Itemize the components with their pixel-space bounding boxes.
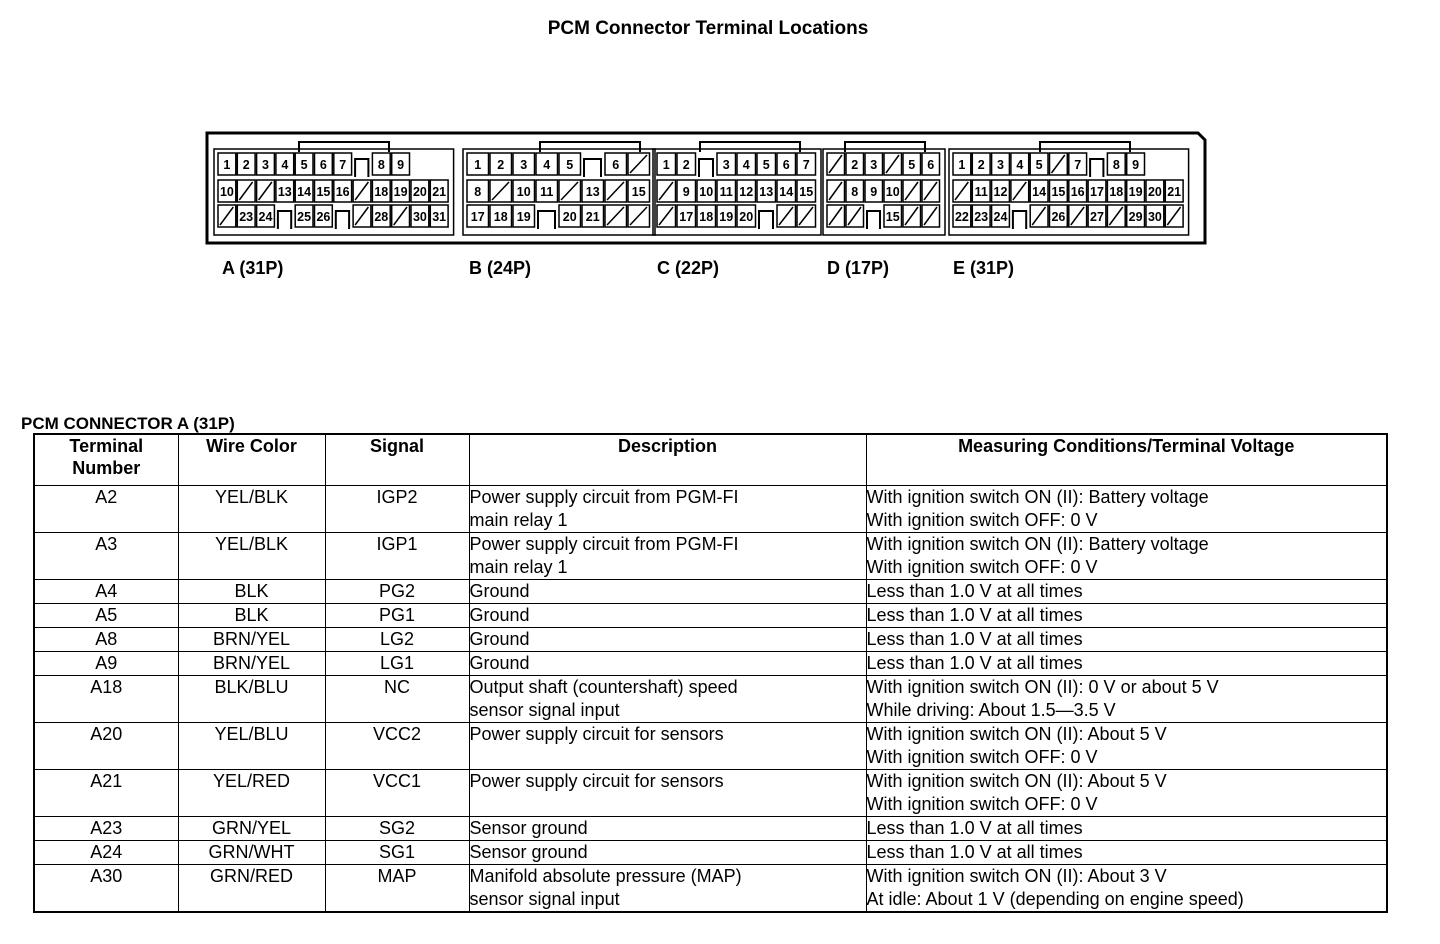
wire-color-cell — [178, 676, 325, 723]
description-cell — [469, 652, 866, 676]
table-row — [34, 628, 1387, 652]
connector-diagram — [0, 0, 1440, 300]
conditions-cell — [866, 628, 1387, 652]
conditions-cell — [866, 770, 1387, 817]
description-cell-text: Ground — [469, 629, 530, 649]
signal-cell — [325, 841, 469, 865]
description-cell — [469, 580, 866, 604]
wire-color-cell — [178, 723, 325, 770]
wire-color-cell-text: YEL/BLK — [214, 534, 289, 554]
conditions-cell — [866, 604, 1387, 628]
signal-cell-text: NC — [384, 677, 410, 697]
terminal-cell-text: A4 — [95, 581, 118, 601]
terminal-number-label: 31 — [432, 210, 447, 224]
description-cell — [469, 533, 866, 580]
connector-key-notch — [699, 159, 713, 177]
conditions-cell-text: Less than 1.0 V at all times — [866, 842, 1083, 862]
terminal-number-label: 6 — [319, 158, 327, 172]
wire-color-cell — [178, 841, 325, 865]
terminal-number-label: 18 — [493, 210, 508, 224]
wire-color-cell — [178, 628, 325, 652]
header-terminal-number — [34, 434, 178, 486]
terminal-number-label: 14 — [779, 185, 794, 199]
conditions-cell-text: With ignition switch OFF: 0 V — [866, 557, 1098, 577]
terminal-number-label: 24 — [258, 210, 273, 224]
header-conditions: Measuring Conditions/Terminal Voltage — [866, 434, 1387, 486]
terminal-number-label: 5 — [566, 158, 574, 172]
terminal-number-label: 15 — [316, 185, 331, 199]
terminal-number-label: 10 — [516, 185, 531, 199]
terminal-cell — [34, 817, 178, 841]
signal-cell — [325, 533, 469, 580]
wire-color-cell — [178, 580, 325, 604]
description-cell-text: Power supply circuit from PGM-FI — [469, 534, 739, 554]
description-cell — [469, 628, 866, 652]
terminal-number-label: 4 — [543, 158, 551, 172]
signal-cell-text: MAP — [377, 866, 417, 886]
conditions-cell-text: Less than 1.0 V at all times — [866, 818, 1083, 838]
wire-color-cell-text: BLK/BLU — [214, 677, 289, 697]
terminal-cell-text: A30 — [90, 866, 123, 886]
terminal-number-label: 12 — [739, 185, 754, 199]
terminal-number-label: 5 — [1035, 158, 1043, 172]
terminal-number-label: 20 — [739, 210, 754, 224]
wire-color-cell — [178, 865, 325, 913]
signal-cell-text: SG2 — [378, 818, 416, 838]
connector-latch-ridge — [1040, 142, 1130, 152]
signal-cell-text: LG1 — [379, 653, 415, 673]
terminal-number-label: 27 — [1090, 210, 1104, 224]
terminal-number-label: 15 — [799, 185, 814, 199]
conditions-cell-text: With ignition switch ON (II): About 5 V — [866, 771, 1167, 791]
signal-cell-text: IGP2 — [376, 487, 418, 507]
connector-label-a: A (31P) — [222, 258, 284, 278]
connector-key-notch — [1013, 211, 1026, 229]
signal-cell — [325, 817, 469, 841]
table-row — [34, 580, 1387, 604]
signal-cell — [325, 770, 469, 817]
terminal-number-label: 19 — [1128, 185, 1143, 199]
terminal-number-label: 10 — [885, 185, 900, 199]
terminal-number-label: 4 — [742, 158, 750, 172]
description-cell-text: main relay 1 — [469, 510, 568, 530]
description-cell-text: Power supply circuit for sensors — [469, 771, 724, 791]
table-row — [34, 676, 1387, 723]
signal-cell-text: IGP1 — [376, 534, 418, 554]
description-cell — [469, 723, 866, 770]
terminal-number-label: 8 — [474, 185, 482, 199]
terminal-cell — [34, 486, 178, 533]
header-description: Description — [469, 434, 866, 486]
terminal-number-label: 14 — [297, 185, 312, 199]
terminal-number-label: 10 — [219, 185, 234, 199]
connector-latch-ridge — [845, 142, 925, 152]
connector-latch-ridge — [540, 142, 640, 152]
signal-cell — [325, 604, 469, 628]
table-row — [34, 604, 1387, 628]
terminal-number-label: 20 — [562, 210, 577, 224]
terminal-number-label: 3 — [870, 158, 878, 172]
conditions-cell — [866, 865, 1387, 913]
header-wire-color: Wire Color — [178, 434, 325, 486]
table-row — [34, 533, 1387, 580]
terminal-number-label: 9 — [397, 158, 405, 172]
terminal-number-label: 30 — [1147, 210, 1162, 224]
wire-color-cell-text: YEL/BLU — [214, 724, 289, 744]
terminal-number-label: 1 — [958, 158, 966, 172]
terminal-cell-text: A24 — [90, 842, 123, 862]
description-cell — [469, 770, 866, 817]
terminal-number-label: 11 — [719, 185, 733, 199]
terminal-cell — [34, 580, 178, 604]
connector-key-notch — [355, 159, 368, 177]
terminal-cell — [34, 533, 178, 580]
terminal-number-label: 5 — [762, 158, 770, 172]
wire-color-cell — [178, 817, 325, 841]
connector-key-notch — [1090, 159, 1103, 177]
terminal-number-label: 13 — [277, 185, 292, 199]
table-row — [34, 817, 1387, 841]
terminal-cell — [34, 652, 178, 676]
signal-cell-text: PG1 — [378, 605, 416, 625]
conditions-cell-text: With ignition switch ON (II): 0 V or about 5 V — [866, 677, 1219, 697]
signal-cell — [325, 865, 469, 913]
terminal-cell-text: A5 — [95, 605, 118, 625]
terminal-number-label: 2 — [497, 158, 505, 172]
terminal-cell — [34, 841, 178, 865]
terminal-cell-text: A18 — [90, 677, 123, 697]
terminal-number-label: 30 — [412, 210, 427, 224]
description-cell-text: sensor signal input — [469, 700, 620, 720]
conditions-cell — [866, 676, 1387, 723]
terminal-number-label: 23 — [239, 210, 254, 224]
terminal-cell — [34, 628, 178, 652]
table-row — [34, 486, 1387, 533]
terminal-cell — [34, 604, 178, 628]
description-cell-text: Power supply circuit from PGM-FI — [469, 487, 739, 507]
terminal-cell-text: A9 — [95, 653, 118, 673]
terminal-cell — [34, 676, 178, 723]
table-row — [34, 770, 1387, 817]
wire-color-cell-text: BRN/YEL — [212, 629, 291, 649]
conditions-cell-text: While driving: About 1.5—3.5 V — [866, 700, 1116, 720]
terminal-number-label: 21 — [1167, 185, 1182, 199]
description-cell — [469, 676, 866, 723]
conditions-cell-text: With ignition switch ON (II): About 5 V — [866, 724, 1167, 744]
conditions-cell — [866, 580, 1387, 604]
signal-cell — [325, 652, 469, 676]
table-row — [34, 865, 1387, 913]
terminal-number-label: 18 — [374, 185, 389, 199]
connector-label-b: B (24P) — [469, 258, 532, 278]
terminal-number-label: 25 — [297, 210, 312, 224]
terminal-cell-text: A2 — [95, 487, 118, 507]
terminal-number-label: 15 — [885, 210, 900, 224]
terminal-number-label: 20 — [412, 185, 427, 199]
terminal-cell-text: A20 — [90, 724, 123, 744]
page-title: PCM Connector Terminal Locations — [547, 18, 869, 39]
terminal-cell — [34, 865, 178, 913]
conditions-cell-text: Less than 1.0 V at all times — [866, 605, 1083, 625]
terminal-number-label: 7 — [1074, 158, 1082, 172]
terminal-cell-text: A8 — [95, 629, 118, 649]
terminal-number-label: 7 — [802, 158, 810, 172]
terminal-cell-text: A23 — [90, 818, 123, 838]
terminal-number-label: 3 — [262, 158, 269, 172]
conditions-cell-text: With ignition switch OFF: 0 V — [866, 747, 1098, 767]
terminal-number-label: 29 — [1128, 210, 1143, 224]
terminal-number-label: 5 — [908, 158, 916, 172]
header-terminal-line2: Number — [72, 458, 141, 478]
terminal-number-label: 11 — [540, 185, 554, 199]
terminal-number-label: 5 — [300, 158, 308, 172]
terminal-number-label: 2 — [977, 158, 985, 172]
terminal-number-label: 22 — [954, 210, 969, 224]
wire-color-cell-text: BRN/YEL — [212, 653, 291, 673]
terminal-number-label: 3 — [520, 158, 528, 172]
terminal-number-label: 7 — [339, 158, 347, 172]
header-terminal-line1: Terminal — [69, 436, 144, 456]
conditions-cell — [866, 723, 1387, 770]
terminal-number-label: 8 — [377, 158, 385, 172]
terminal-number-label: 24 — [993, 210, 1008, 224]
signal-cell-text: VCC2 — [372, 724, 421, 744]
table-body — [34, 486, 1387, 913]
conditions-cell-text: With ignition switch ON (II): About 3 V — [866, 866, 1167, 886]
terminal-number-label: 15 — [631, 185, 646, 199]
terminal-number-label: 19 — [516, 210, 531, 224]
description-cell — [469, 865, 866, 913]
terminal-number-label: 21 — [432, 185, 447, 199]
terminal-number-label: 3 — [997, 158, 1004, 172]
signal-cell — [325, 628, 469, 652]
terminal-number-label: 13 — [759, 185, 774, 199]
description-cell-text: Ground — [469, 605, 530, 625]
description-cell-text: Ground — [469, 653, 530, 673]
conditions-cell-text: With ignition switch ON (II): Battery voltage — [866, 534, 1209, 554]
wire-color-cell-text: GRN/RED — [209, 866, 293, 886]
conditions-cell-text: At idle: About 1 V (depending on engine speed) — [866, 889, 1244, 909]
signal-cell-text: PG2 — [378, 581, 416, 601]
connector-label-e: E (31P) — [953, 258, 1015, 278]
signal-cell — [325, 580, 469, 604]
table-title: PCM CONNECTOR A (31P) — [21, 414, 235, 433]
terminal-number-label: 4 — [1016, 158, 1024, 172]
terminal-number-label: 12 — [993, 185, 1008, 199]
signal-cell-text: LG2 — [379, 629, 415, 649]
description-cell — [469, 817, 866, 841]
terminal-number-label: 21 — [585, 210, 600, 224]
terminal-number-label: 28 — [374, 210, 389, 224]
terminal-number-label: 2 — [242, 158, 250, 172]
conditions-cell — [866, 817, 1387, 841]
conditions-cell — [866, 841, 1387, 865]
connector-latch-ridge — [700, 142, 800, 152]
terminal-number-label: 2 — [851, 158, 859, 172]
wire-color-cell-text: GRN/YEL — [211, 818, 292, 838]
terminal-number-label: 15 — [1051, 185, 1066, 199]
connector-key-notch — [759, 211, 773, 229]
terminal-number-label: 8 — [851, 185, 859, 199]
connector-key-notch — [278, 211, 291, 229]
terminal-number-label: 1 — [662, 158, 670, 172]
terminal-number-label: 4 — [281, 158, 289, 172]
table-row — [34, 652, 1387, 676]
connector-latch-ridge — [299, 142, 389, 152]
terminal-number-label: 13 — [585, 185, 600, 199]
description-cell-text: Ground — [469, 581, 530, 601]
terminal-number-label: 18 — [699, 210, 714, 224]
table-header-row — [34, 434, 1387, 486]
terminal-number-label: 10 — [699, 185, 714, 199]
terminal-number-label: 16 — [335, 185, 350, 199]
terminal-number-label: 26 — [1051, 210, 1066, 224]
terminal-number-label: 6 — [927, 158, 935, 172]
signal-cell — [325, 676, 469, 723]
terminal-cell-text: A21 — [90, 771, 123, 791]
description-cell-text: Manifold absolute pressure (MAP) — [469, 866, 742, 886]
signal-cell-text: SG1 — [378, 842, 416, 862]
conditions-cell — [866, 486, 1387, 533]
terminal-number-label: 14 — [1032, 185, 1047, 199]
terminal-cell — [34, 770, 178, 817]
wire-color-cell — [178, 770, 325, 817]
terminal-number-label: 3 — [722, 158, 730, 172]
terminal-number-label: 18 — [1109, 185, 1124, 199]
terminal-number-label: 6 — [612, 158, 620, 172]
wire-color-cell — [178, 604, 325, 628]
wire-color-cell-text: YEL/BLK — [214, 487, 289, 507]
conditions-cell-text: With ignition switch OFF: 0 V — [866, 510, 1098, 530]
terminal-number-label: 11 — [974, 185, 988, 199]
terminal-number-label: 9 — [682, 185, 690, 199]
description-cell — [469, 604, 866, 628]
signal-cell-text: VCC1 — [372, 771, 421, 791]
description-cell-text: Sensor ground — [469, 818, 588, 838]
description-cell-text: Output shaft (countershaft) speed — [469, 677, 738, 697]
terminal-number-label: 19 — [719, 210, 734, 224]
connector-key-notch — [538, 211, 555, 229]
terminal-number-label: 1 — [223, 158, 231, 172]
terminal-number-label: 19 — [393, 185, 408, 199]
terminal-number-label: 2 — [682, 158, 690, 172]
description-cell-text: Power supply circuit for sensors — [469, 724, 724, 744]
terminal-number-label: 9 — [1132, 158, 1140, 172]
wire-color-cell — [178, 486, 325, 533]
terminal-number-label: 8 — [1112, 158, 1120, 172]
conditions-cell-text: Less than 1.0 V at all times — [866, 581, 1083, 601]
conditions-cell-text: With ignition switch OFF: 0 V — [866, 794, 1098, 814]
connector-key-notch — [867, 211, 880, 229]
table-row — [34, 841, 1387, 865]
header-signal: Signal — [325, 434, 469, 486]
description-cell-text: Sensor ground — [469, 842, 588, 862]
terminal-number-label: 6 — [782, 158, 790, 172]
terminal-number-label: 1 — [474, 158, 482, 172]
terminal-number-label: 9 — [870, 185, 878, 199]
wire-color-cell-text: BLK — [234, 581, 269, 601]
connector-label-c: C (22P) — [657, 258, 720, 278]
terminal-number-label: 17 — [470, 210, 485, 224]
connector-label-d: D (17P) — [827, 258, 890, 278]
wire-color-cell — [178, 652, 325, 676]
terminal-number-label: 17 — [1090, 185, 1104, 199]
table-row — [34, 723, 1387, 770]
pcm-connector-table — [33, 433, 1388, 913]
wire-color-cell-text: GRN/WHT — [208, 842, 295, 862]
description-cell — [469, 486, 866, 533]
terminal-number-label: 16 — [1070, 185, 1085, 199]
conditions-cell-text: Less than 1.0 V at all times — [866, 629, 1083, 649]
terminal-cell-text: A3 — [95, 534, 118, 554]
wire-color-cell — [178, 533, 325, 580]
conditions-cell — [866, 533, 1387, 580]
connector-key-notch — [584, 159, 601, 177]
wire-color-cell-text: BLK — [234, 605, 269, 625]
conditions-cell-text: Less than 1.0 V at all times — [866, 653, 1083, 673]
conditions-cell-text: With ignition switch ON (II): Battery voltage — [866, 487, 1209, 507]
description-cell-text: main relay 1 — [469, 557, 568, 577]
terminal-number-label: 20 — [1147, 185, 1162, 199]
connector-key-notch — [336, 211, 349, 229]
terminal-cell — [34, 723, 178, 770]
signal-cell — [325, 723, 469, 770]
conditions-cell — [866, 652, 1387, 676]
signal-cell — [325, 486, 469, 533]
terminal-number-label: 26 — [316, 210, 331, 224]
description-cell-text: sensor signal input — [469, 889, 620, 909]
terminal-number-label: 17 — [679, 210, 694, 224]
description-cell — [469, 841, 866, 865]
wire-color-cell-text: YEL/RED — [212, 771, 291, 791]
terminal-number-label: 23 — [974, 210, 989, 224]
